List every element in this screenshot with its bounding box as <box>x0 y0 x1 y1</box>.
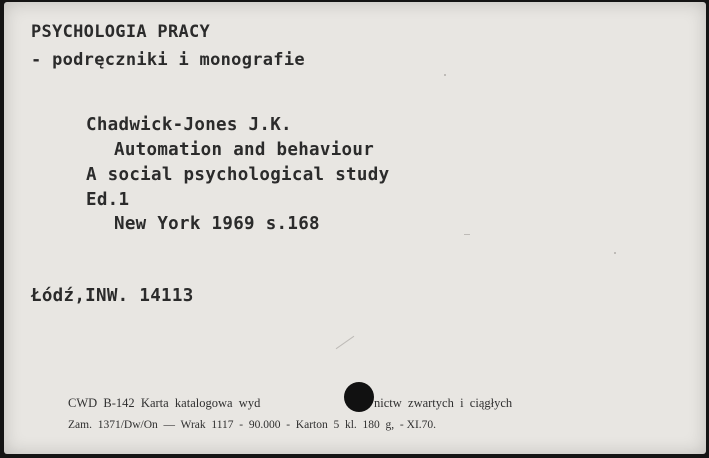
punch-hole <box>344 382 374 412</box>
paper-speck <box>444 74 446 76</box>
card-subheading: - podręczniki i monografie <box>31 50 305 70</box>
catalog-card <box>4 2 706 454</box>
library-location: Łódź,INW. 14113 <box>31 286 194 306</box>
paper-speck <box>336 336 355 349</box>
footer-line1-right: nictw zwartych i ciągłych <box>374 396 513 410</box>
footer-line1-left: CWD B-142 Karta katalogowa wyd <box>68 396 261 410</box>
book-title-line2: A social psychological study <box>86 165 390 185</box>
book-imprint: New York 1969 s.168 <box>114 214 320 234</box>
book-edition: Ed.1 <box>86 190 130 210</box>
paper-speck <box>614 252 616 254</box>
footer-line2: Zam. 1371/Dw/On — Wrak 1117 - 90.000 - Karton 5 kl. 180 g, - XI.70. <box>68 419 437 431</box>
card-heading: PSYCHOLOGIA PRACY <box>31 22 211 42</box>
book-title-line1: Automation and behaviour <box>114 140 375 160</box>
paper-speck <box>464 234 470 235</box>
book-author: Chadwick-Jones J.K. <box>86 115 292 135</box>
